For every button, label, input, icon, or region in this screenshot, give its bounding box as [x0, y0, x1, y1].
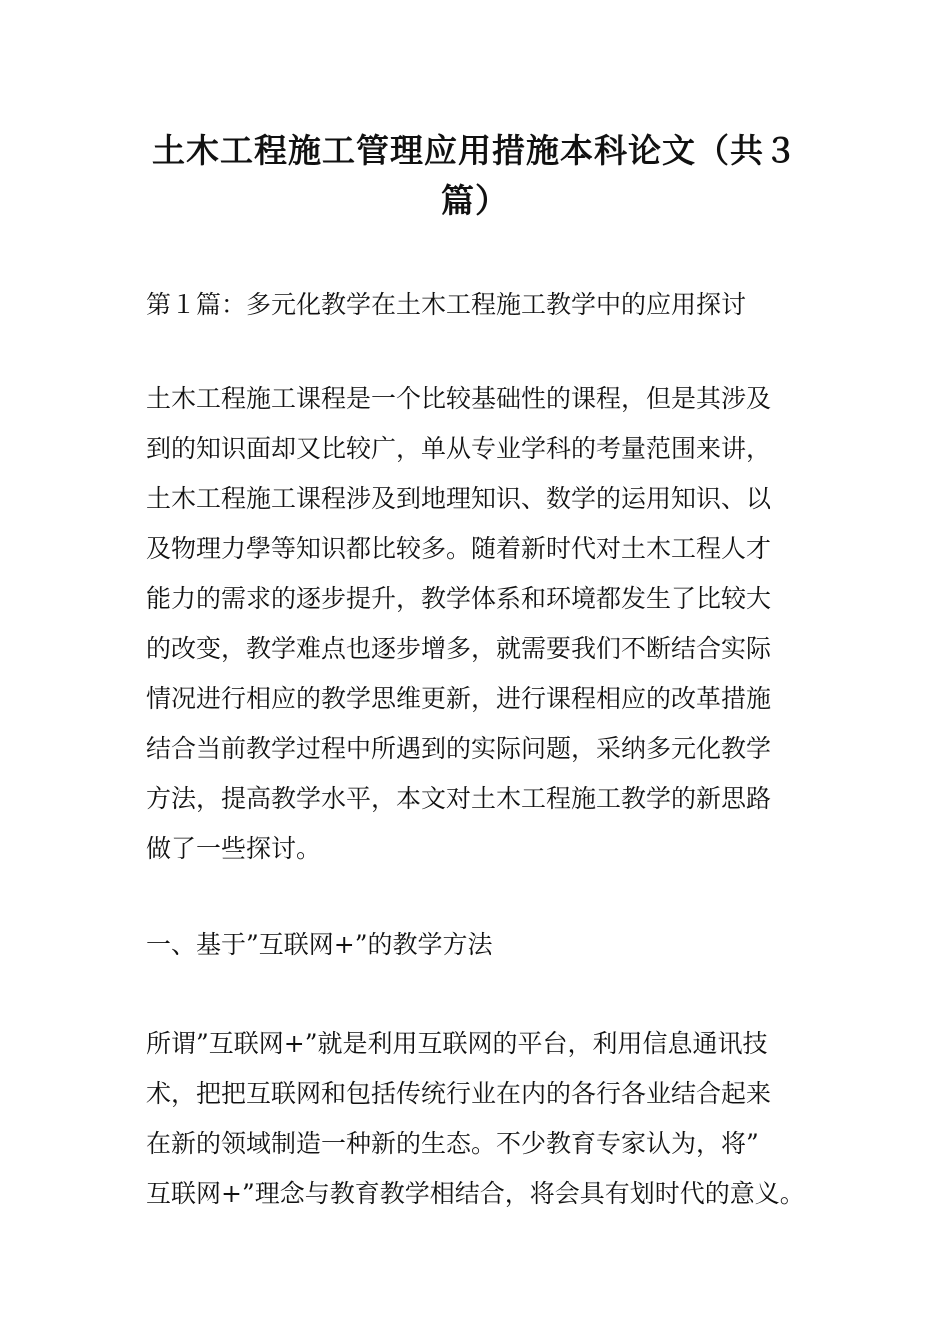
paragraph-line: 及物理力學等知识都比较多。随着新时代对土木工程人才	[146, 534, 772, 563]
paragraph-line: 能力的需求的逐步提升，教学体系和环境都发生了比较大	[146, 584, 772, 613]
paragraph-line: 情况进行相应的教学思维更新，进行课程相应的改革措施	[146, 684, 772, 713]
paragraph-line: 术，把把互联网和包括传统行业在内的各行各业结合起来	[146, 1079, 772, 1108]
part-heading: 第１篇：多元化教学在土木工程施工教学中的应用探讨	[146, 290, 747, 319]
paragraph-line: 互联网+”理念与教育教学相结合，将会具有划时代的意义。	[146, 1179, 805, 1208]
paragraph-line: 的改变，教学难点也逐步增多，就需要我们不断结合实际	[146, 634, 772, 663]
paragraph-intro	[146, 374, 826, 874]
paragraph-line: 方法，提高教学水平，本文对土木工程施工教学的新思路	[146, 784, 772, 813]
section-heading: 一、基于”互联网+”的教学方法	[146, 930, 493, 959]
document-title	[120, 126, 830, 226]
paragraph-internet-plus	[146, 1019, 826, 1219]
title-line: 土木工程施工管理应用措施本科论文（共３	[152, 131, 798, 170]
paragraph-line: 土木工程施工课程是一个比较基础性的课程，但是其涉及	[146, 384, 772, 413]
paragraph-line: 土木工程施工课程涉及到地理知识、数学的运用知识、以	[146, 484, 772, 513]
title-line: 篇）	[441, 181, 509, 220]
paragraph-line: 在新的领域制造一种新的生态。不少教育专家认为，将”	[146, 1129, 759, 1158]
paragraph-line: 结合当前教学过程中所遇到的实际问题，采纳多元化教学	[146, 734, 772, 763]
paragraph-line: 所谓”互联网+”就是利用互联网的平台，利用信息通讯技	[146, 1029, 768, 1058]
paragraph-line: 做了一些探讨。	[146, 834, 322, 863]
paragraph-line: 到的知识面却又比较广，单从专业学科的考量范围来讲，	[146, 434, 772, 463]
